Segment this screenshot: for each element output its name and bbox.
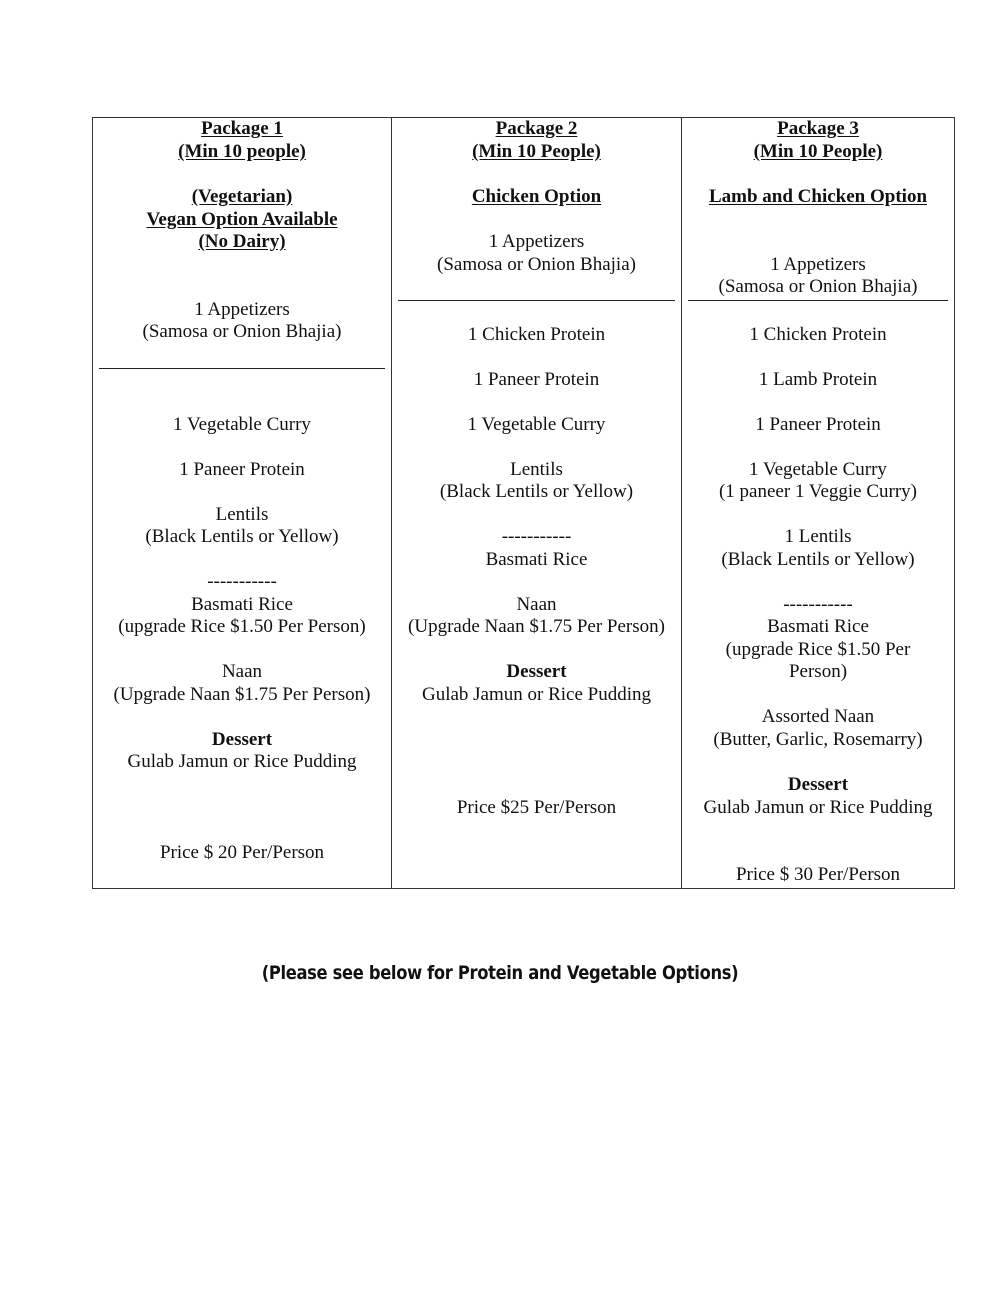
appetizer: 1 Appetizers <box>488 231 585 252</box>
min-people: (Min 10 People) <box>753 141 883 162</box>
dash-separator: ----------- <box>207 571 277 592</box>
dessert-heading: Dessert <box>211 729 273 750</box>
appetizer-options: (Samosa or Onion Bhajia) <box>437 254 636 275</box>
lentils: Lentils <box>215 504 269 525</box>
packages-table <box>92 117 955 889</box>
option-label: Lamb and Chicken Option <box>708 186 928 207</box>
paneer-protein: 1 Paneer Protein <box>179 459 305 480</box>
section-divider <box>99 368 385 369</box>
naan-upgrade: (Upgrade Naan $1.75 Per Person) <box>408 616 665 637</box>
dessert-options: Gulab Jamun or Rice Pudding <box>127 751 357 772</box>
lentils: Lentils <box>510 459 563 480</box>
price: Price $25 Per/Person <box>456 797 617 818</box>
package-title: Package 2 <box>495 118 578 139</box>
footer-note: (Please see below for Protein and Vegetable Options) <box>261 962 739 984</box>
dash-separator: ----------- <box>501 526 572 547</box>
rice-upgrade: (upgrade Rice $1.50 Per <box>725 639 911 660</box>
chicken-protein: 1 Chicken Protein <box>749 324 887 345</box>
vegetable-curry: 1 Vegetable Curry <box>467 414 606 435</box>
naan: Naan <box>516 594 557 615</box>
curry-options: (1 paneer 1 Veggie Curry) <box>718 481 918 502</box>
diet-label: (Vegetarian) <box>191 186 293 207</box>
price: Price $ 30 Per/Person <box>735 864 901 885</box>
vegetable-curry: 1 Vegetable Curry <box>749 459 887 480</box>
naan: Assorted Naan <box>761 706 875 727</box>
lentil-options: (Black Lentils or Yellow) <box>439 481 634 502</box>
appetizer: 1 Appetizers <box>770 254 866 275</box>
lentils: 1 Lentils <box>784 526 852 547</box>
option-label: Chicken Option <box>471 186 602 207</box>
package-2-column <box>392 118 682 889</box>
appetizer: 1 Appetizers <box>194 299 290 320</box>
package-title: Package 1 <box>201 118 283 139</box>
dessert-options: Gulab Jamun or Rice Pudding <box>421 684 652 705</box>
rice: Basmati Rice <box>767 616 869 637</box>
dessert-heading: Dessert <box>506 661 567 682</box>
naan-upgrade: (Upgrade Naan $1.75 Per Person) <box>113 684 371 705</box>
dairy-note: (No Dairy) <box>198 231 286 252</box>
paneer-protein: 1 Paneer Protein <box>473 369 600 390</box>
naan: Naan <box>221 661 263 682</box>
min-people: (Min 10 people) <box>178 141 306 162</box>
dessert-options: Gulab Jamun or Rice Pudding <box>703 797 933 818</box>
naan-options: (Butter, Garlic, Rosemarry) <box>713 729 923 750</box>
paneer-protein: 1 Paneer Protein <box>755 414 881 435</box>
appetizer-options: (Samosa or Onion Bhajia) <box>718 276 918 297</box>
vegetable-curry: 1 Vegetable Curry <box>173 414 311 435</box>
chicken-protein: 1 Chicken Protein <box>467 324 606 345</box>
rice: Basmati Rice <box>485 549 588 570</box>
package-1-column <box>93 118 392 889</box>
rice: Basmati Rice <box>191 594 293 615</box>
price: Price $ 20 Per/Person <box>159 842 325 863</box>
rice-upgrade: (upgrade Rice $1.50 Per Person) <box>118 616 366 637</box>
min-people: (Min 10 People) <box>472 141 601 162</box>
package-title: Package 3 <box>777 118 859 139</box>
rice-upgrade-cont: Person) <box>788 661 848 682</box>
lentil-options: (Black Lentils or Yellow) <box>721 549 915 570</box>
section-divider <box>688 300 948 301</box>
package-3-column <box>682 118 955 889</box>
dessert-heading: Dessert <box>787 774 849 795</box>
vegan-note: Vegan Option Available <box>146 209 338 230</box>
lamb-protein: 1 Lamb Protein <box>758 369 878 390</box>
lentil-options: (Black Lentils or Yellow) <box>145 526 339 547</box>
dash-separator: ----------- <box>783 594 853 615</box>
appetizer-options: (Samosa or Onion Bhajia) <box>142 321 342 342</box>
section-divider <box>398 300 675 301</box>
